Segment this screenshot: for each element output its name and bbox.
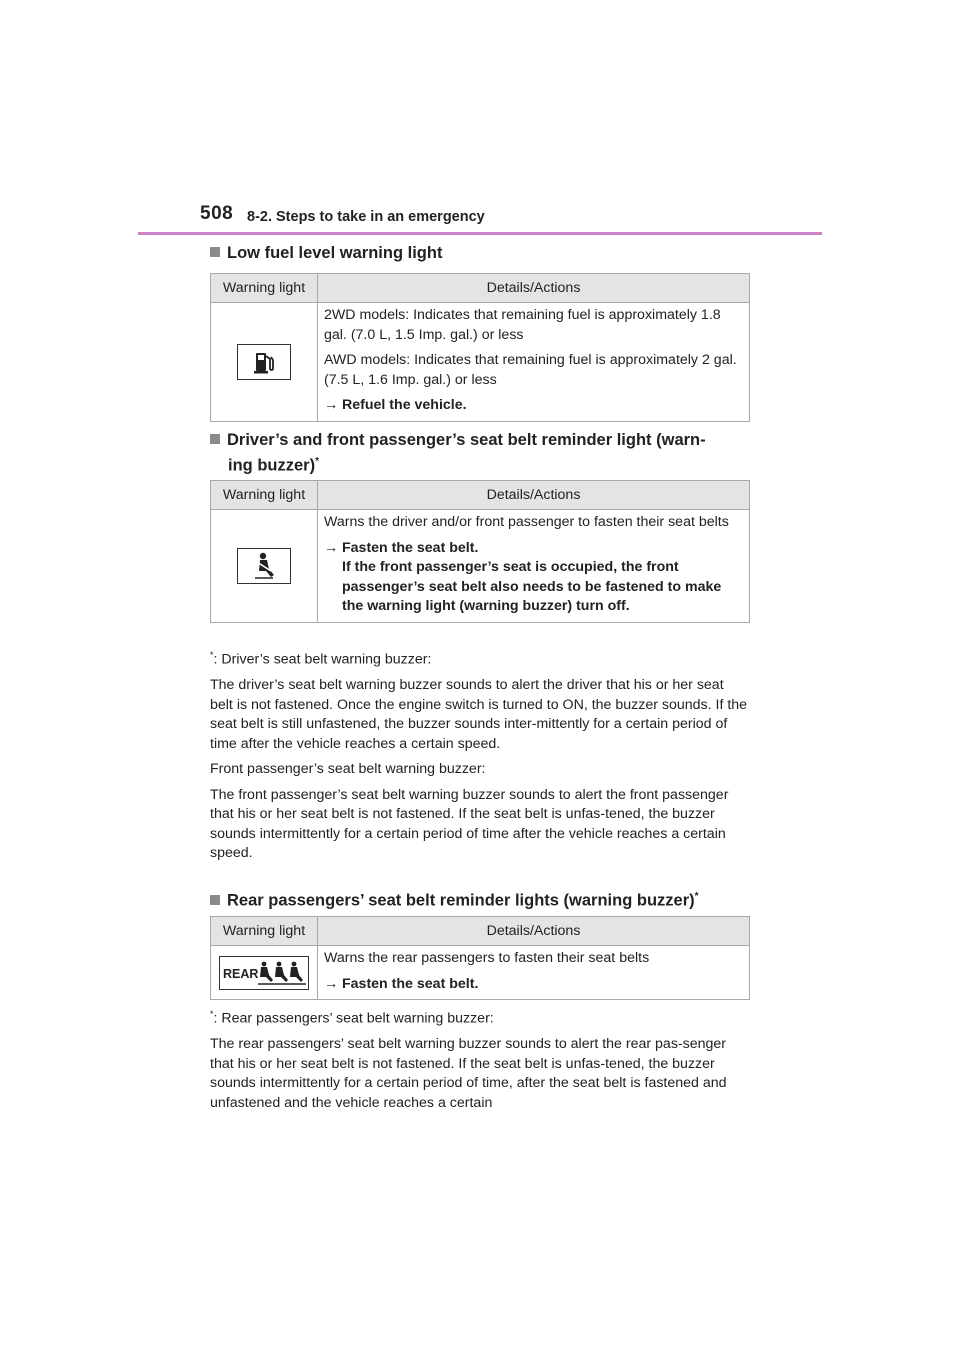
column-header-details: Details/Actions <box>318 274 750 303</box>
footnote-label: : Rear passengers’ seat belt warning buzzer: <box>213 1010 494 1027</box>
low-fuel-awd-text: AWD models: Indicates that remaining fuel is approximately 2 gal. (7.5 L, 1.6 Imp. gal.) or less <box>324 352 737 388</box>
front-belt-action: → Fasten the seat belt. If the front passenger’s seat is occupied, the front passenger’s seat belt also needs to be fastened to make the warning light (warning buzzer) turn off. <box>324 539 722 614</box>
arrow-icon: → <box>324 975 339 992</box>
page-number: 508 <box>200 203 234 224</box>
low-fuel-action: → Refuel the vehicle. <box>324 396 743 416</box>
column-header-details: Details/Actions <box>318 481 750 510</box>
rear-belt-action: → Fasten the seat belt. <box>324 975 743 995</box>
column-header-warning-light: Warning light <box>211 274 318 303</box>
low-fuel-heading: Low fuel level warning light <box>210 243 755 264</box>
square-bullet-icon <box>210 895 220 905</box>
square-bullet-icon <box>210 434 220 444</box>
footnote-star: * <box>210 650 214 660</box>
low-fuel-table <box>210 273 750 422</box>
front-belt-table <box>210 480 750 623</box>
column-header-details: Details/Actions <box>318 917 750 946</box>
rear-seat-belt-icon <box>219 956 309 990</box>
driver-buzzer-text: The driver’s seat belt warning buzzer sounds to alert the driver that his or her seat belt is not fastened. Once the engine switch is turned to ON, the buzzer sounds. If the seat belt is still unfastened, the buzzer sounds inter-mittently for a certain period of time after the vehicle reaches a certain speed. <box>210 677 748 752</box>
front-belt-action-note: If the front passenger’s seat is occupied, the front passenger’s seat belt also needs to be fastened to make the warning light (warning buzzer) turn off. <box>342 559 722 614</box>
footnote-star: * <box>210 1009 214 1019</box>
rear-belt-heading: Rear passengers’ seat belt reminder lights (warning buzzer)* <box>210 886 755 912</box>
square-bullet-icon <box>210 247 220 257</box>
front-belt-heading: Driver’s and front passenger’s seat belt reminder light (warn- ing buzzer)* <box>210 430 755 477</box>
arrow-icon: → <box>324 397 339 413</box>
fuel-pump-icon <box>237 344 291 380</box>
rear-belt-table <box>210 916 750 1000</box>
column-header-warning-light: Warning light <box>211 481 318 510</box>
arrow-icon: → <box>324 539 339 556</box>
column-header-warning-light: Warning light <box>211 917 318 946</box>
low-fuel-2wd-text: 2WD models: Indicates that remaining fuel is approximately 1.8 gal. (7.0 L, 1.5 Imp. gal.) or less <box>324 307 721 343</box>
front-belt-text: Warns the driver and/or front passenger to fasten their seat belts <box>324 514 729 530</box>
passenger-buzzer-text: The front passenger’s seat belt warning buzzer sounds to alert the front passenger that his or her seat belt is not fastened. If the seat belt is unfas-tened, the buzzer sounds intermittently for a certain period of time after the vehicle reaches a certain speed. <box>210 786 729 862</box>
header-rule <box>138 232 822 235</box>
chapter-title: 8-2. Steps to take in an emergency <box>247 209 485 225</box>
seat-belt-icon <box>237 548 291 584</box>
footnote-label: : Driver’s seat belt warning buzzer: <box>213 651 432 668</box>
rear-label: REAR <box>223 966 259 981</box>
front-belt-notes <box>210 646 750 870</box>
rear-buzzer-text: The rear passengers’ seat belt warning buzzer sounds to alert the rear pas-senger that his or her seat belt is not fastened. If the seat belt is unfas-tened, the buzzer sounds intermittently for a certain period of time, after the seat belt is fastened and unfastened and the vehicle reaches a certain <box>210 1036 727 1111</box>
passenger-buzzer-label: Front passenger’s seat belt warning buzzer: <box>210 761 486 778</box>
rear-belt-text: Warns the rear passengers to fasten their seat belts <box>324 950 650 966</box>
rear-belt-notes <box>210 1005 750 1119</box>
